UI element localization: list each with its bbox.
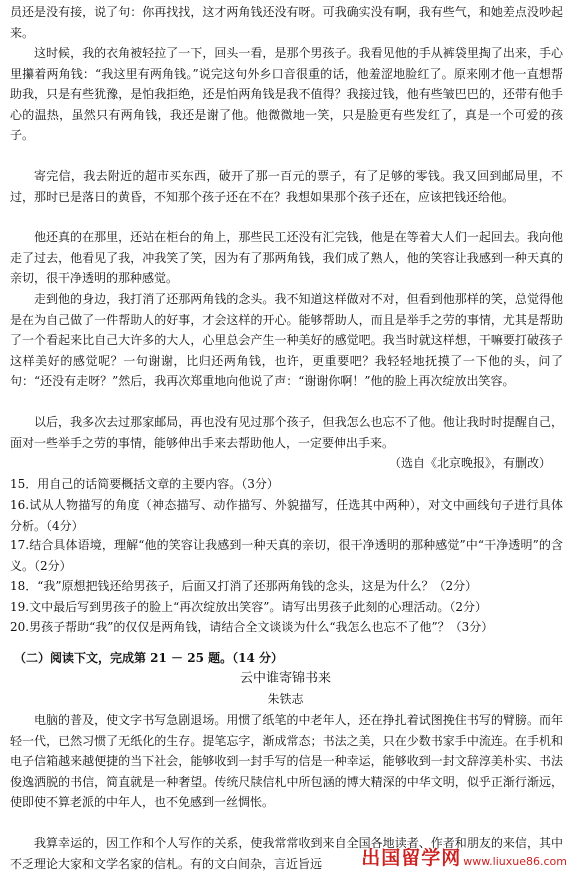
article-title: 云中谁寄锦书来	[239, 671, 331, 686]
story-source: （选自《北京晚报》，有删改）	[388, 456, 551, 470]
story-paragraph-4: 他还真的在那里，还站在柜台的角上，那些民工还没有汇完钱，他是在等着大人们一起回去。我向他走了过去，他看见了我，冲我笑了笑，因为有了那两角钱，我们成了熟人，他的笑容让我感到一种天真的亲切，很干净透明的那种感觉。	[10, 230, 563, 285]
question-16: 16.试从人物描写的角度（神态描写、动作描写、外貌描写，任选其中两种），对文中画线句子进行具体分析。（4分）	[10, 498, 563, 533]
question-18: 18．“我”原想把钱还给男孩子，后面又打消了还那两角钱的念头，这是为什么？（2分）	[10, 579, 478, 593]
story-paragraph-3: 寄完信，我去附近的超市买东西，破开了那一百元的票子，有了足够的零钱。我又回到邮局里，不过，那时已是落日的黄昏，不知那个孩子还在不在？我想如果那个孩子还在，应该把钱还给他。	[10, 169, 563, 204]
site-watermark-logo	[361, 846, 567, 870]
article-paragraph-1: 电脑的普及，使文字书写急剧退场。用惯了纸笔的中老年人，还在挣扎着试图挽住书写的臂膀。而年轻一代，已然习惯了无纸化的生存。提笔忘字，渐成常态；书法之美，只在少数书家手中流连。在手机和电子信箱越来越便捷的当下社会，能够收到一封手写的信是一种幸运，能够收到一封文辞淳美朴实、书法俊逸洒脱的书信，简直就是一种奢望。传统尺牍信札中所包涵的博大精深的中华文明，似乎正渐行渐远，使即使不算老派的中年人，也不免感到一丝惆怅。	[10, 713, 563, 809]
question-17: 17.结合具体语境，理解“他的笑容让我感到一种天真的亲切，很干净透明的那种感觉”中“干净透明”的含义。（2分）	[10, 538, 563, 573]
story-paragraph-1: 员还是没有接，说了句：你再找找，这才两角钱还没有呀。可我确实没有啊，我有些气，和她差点没吵起来。	[10, 5, 563, 40]
watermark-url: www.liuxue86.com	[463, 855, 567, 868]
section-2-heading: （二）阅读下文，完成第 21 － 25 题。（14 分）	[14, 651, 283, 665]
watermark-text: 出国留学网	[361, 847, 462, 869]
article-paragraph-2: 我算幸运的，因工作和个人写作的关系，使我常常收到来自全国各地读者、作者和朋友的来信，其中不乏理论大家和文学名家的信札。有的文白间杂，言近旨远	[10, 836, 563, 871]
question-15: 15．用自己的话简要概括文章的主要内容。（3分）	[10, 477, 279, 491]
story-paragraph-2: 这时候，我的衣角被轻拉了一下，回头一看，是那个男孩子。我看见他的手从裤袋里掏了出来，手心里攥着两角钱：“我这里有两角钱。”说完这句外乡口音很重的话，他羞涩地脸红了。原来刚才他一直想帮助我，只是有些犹豫，是怕我拒绝，还是怕两角钱是我不值得？我接过钱，他有些皱巴巴的，还带有他手心的温热，虽然只有两角钱，我还是谢了他。他微微地一笑，只是脸更有些发红了，真是一个可爱的孩子。	[10, 46, 563, 142]
article-author: 朱铁志	[267, 692, 304, 706]
story-paragraph-5: 走到他的身边，我打消了还那两角钱的念头。我不知道这样做对不对，但看到他那样的笑，总觉得他是在为自己做了一件帮助人的好事，才会这样的开心。能够帮助人，而且是举手之劳的事情，尤其是帮助了一个看起来比自己大许多的大人，心里总会产生一种美好的感觉吧。我当时就这样想，干嘛要打破孩子这样美好的感觉呢？一句谢谢，比归还两角钱，也许，更重要吧？我轻轻地抚摸了一下他的头，问了句：“还没有走呀？”然后，我再次郑重地向他说了声：“谢谢你啊！”他的脸上再次绽放出笑容。	[10, 292, 563, 388]
question-20: 20.男孩子帮助“我”的仅仅是两角钱，请结合全文谈谈为什么“我怎么也忘不了他”？（3分）	[10, 620, 494, 634]
question-19: 19.文中最后写到男孩子的脸上“再次绽放出笑容”。请写出男孩子此刻的心理活动。（2分）	[10, 600, 487, 614]
story-paragraph-6: 以后，我多次去过那家邮局，再也没有见过那个孩子，但我怎么也忘不了他。他让我时时提醒自己，面对一些举手之劳的事情，能够伸出手来去帮助他人，一定要伸出手来。	[10, 415, 563, 450]
